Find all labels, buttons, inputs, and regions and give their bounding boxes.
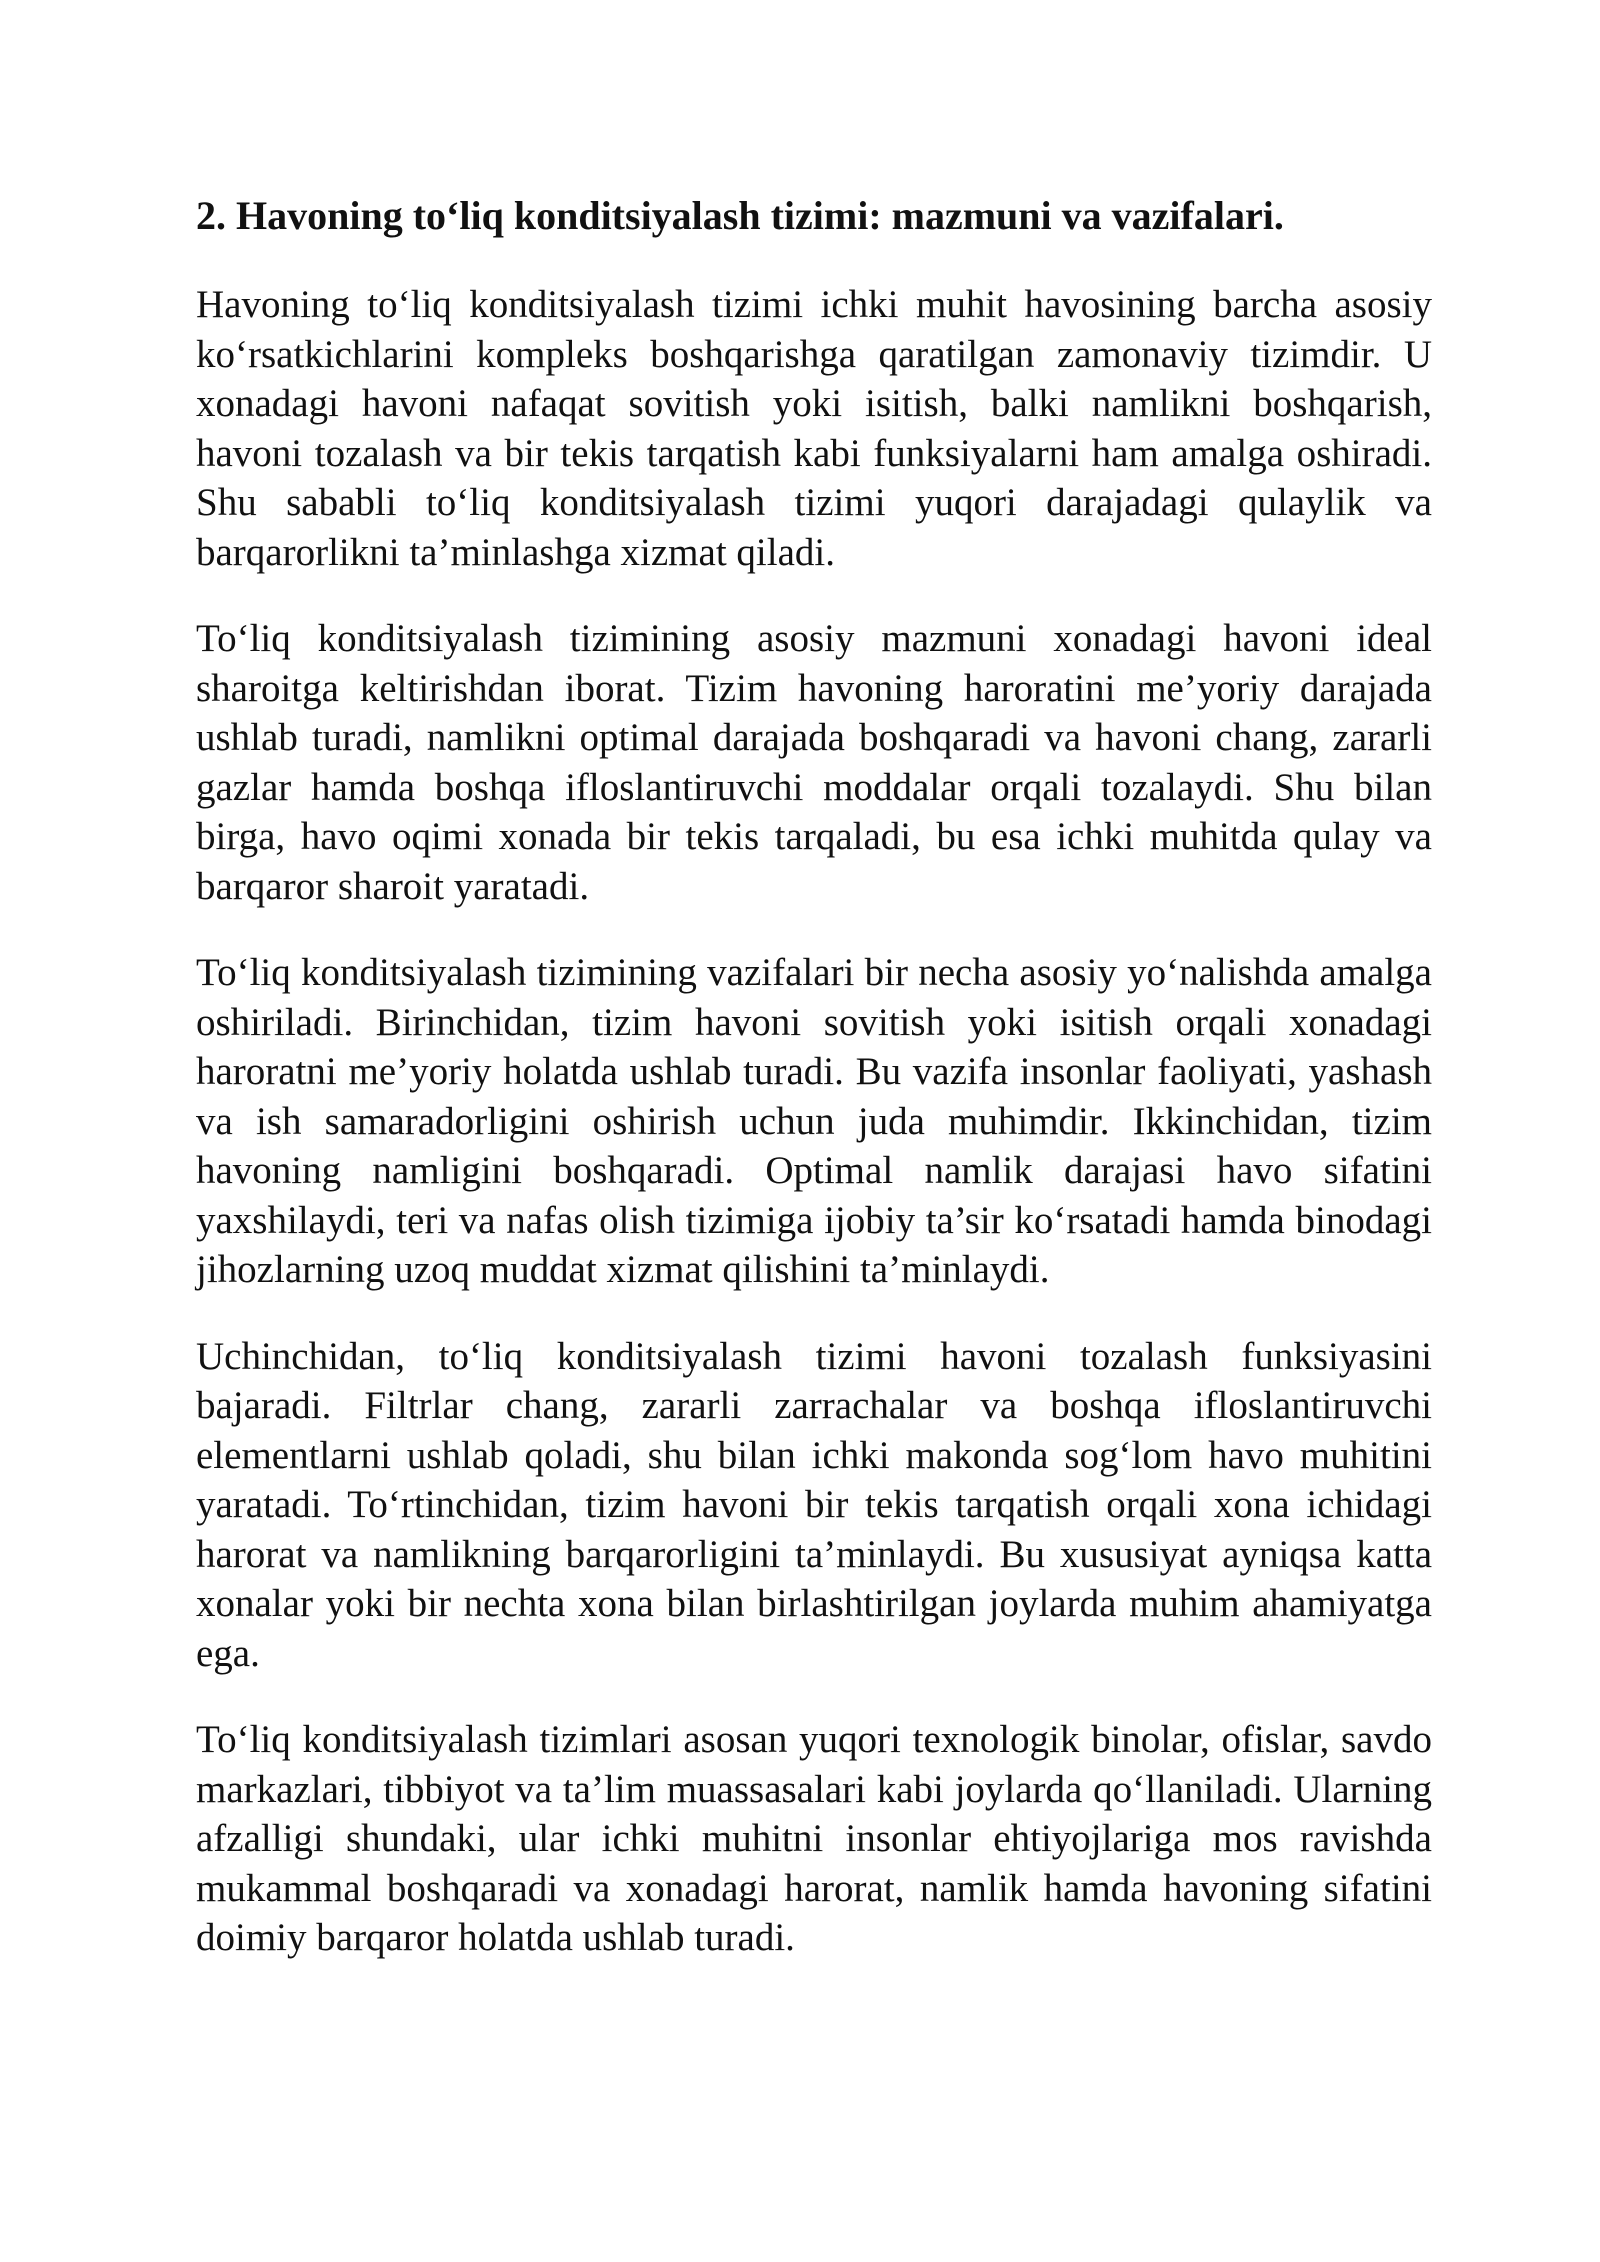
paragraph-5: To‘liq konditsiyalash tizimlari asosan yuqori texnologik binolar, ofislar, savdo markazlari, tibbiyot va ta’lim muassasalari kabi joylarda qo‘llaniladi. Ularning afzalligi shundaki, ular ichki muhitni insonlar ehtiyojlariga mos ravishda mukammal boshqaradi va xonadagi harorat, namlik hamda havoning sifatini doimiy barqaror holatda ushlab turadi.: [196, 1718, 1432, 1959]
paragraph-1: Havoning to‘liq konditsiyalash tizimi ichki muhit havosining barcha asosiy ko‘rsatkichlarini kompleks boshqarishga qaratilgan zamonaviy tizimdir. U xonadagi havoni nafaqat sovitish yoki isitish, balki namlikni boshqarish, havoni tozalash va bir tekis tarqatish kabi funksiyalarni ham amalga oshiradi. Shu sababli to‘liq konditsiyalash tizimi yuqori darajadagi qulaylik va barqarorlikni ta’minlashga xizmat qiladi.: [196, 283, 1432, 574]
paragraph-4: Uchinchidan, to‘liq konditsiyalash tizimi havoni tozalash funksiyasini bajaradi. Filtrlar chang, zararli zarrachalar va boshqa ifloslantiruvchi elementlarni ushlab qoladi, shu bilan ichki makonda sog‘lom havo muhitini yaratadi. To‘rtinchidan, tizim havoni bir tekis tarqatish orqali xona ichidagi harorat va namlikning barqarorligini ta’minlaydi. Bu xususiyat ayniqsa katta xonalar yoki bir nechta xona bilan birlashtirilgan joylarda muhim ahamiyatga ega.: [196, 1334, 1432, 1675]
document-body: [196, 190, 1432, 2000]
section-heading: 2. Havoning to‘liq konditsiyalash tizimi: mazmuni va vazifalari.: [196, 193, 1284, 238]
paragraph-2: To‘liq konditsiyalash tizimining asosiy mazmuni xonadagi havoni ideal sharoitga keltirishdan iborat. Tizim havoning haroratini me’yoriy darajada ushlab turadi, namlikni optimal darajada boshqaradi va havoni chang, zararli gazlar hamda boshqa ifloslantiruvchi moddalar orqali tozalaydi. Shu bilan birga, havo oqimi xonada bir tekis tarqaladi, bu esa ichki muhitda qulay va barqaror sharoit yaratadi.: [196, 617, 1432, 908]
paragraph-3: To‘liq konditsiyalash tizimining vazifalari bir necha asosiy yo‘nalishda amalga oshiriladi. Birinchidan, tizim havoni sovitish yoki isitish orqali xonadagi haroratni me’yoriy holatda ushlab turadi. Bu vazifa insonlar faoliyati, yashash va ish samaradorligini oshirish uchun juda muhimdir. Ikkinchidan, tizim havoning namligini boshqaradi. Optimal namlik darajasi havo sifatini yaxshilaydi, teri va nafas olish tizimiga ijobiy ta’sir ko‘rsatadi hamda binodagi jihozlarning uzoq muddat xizmat qilishini ta’minlaydi.: [196, 951, 1432, 1291]
